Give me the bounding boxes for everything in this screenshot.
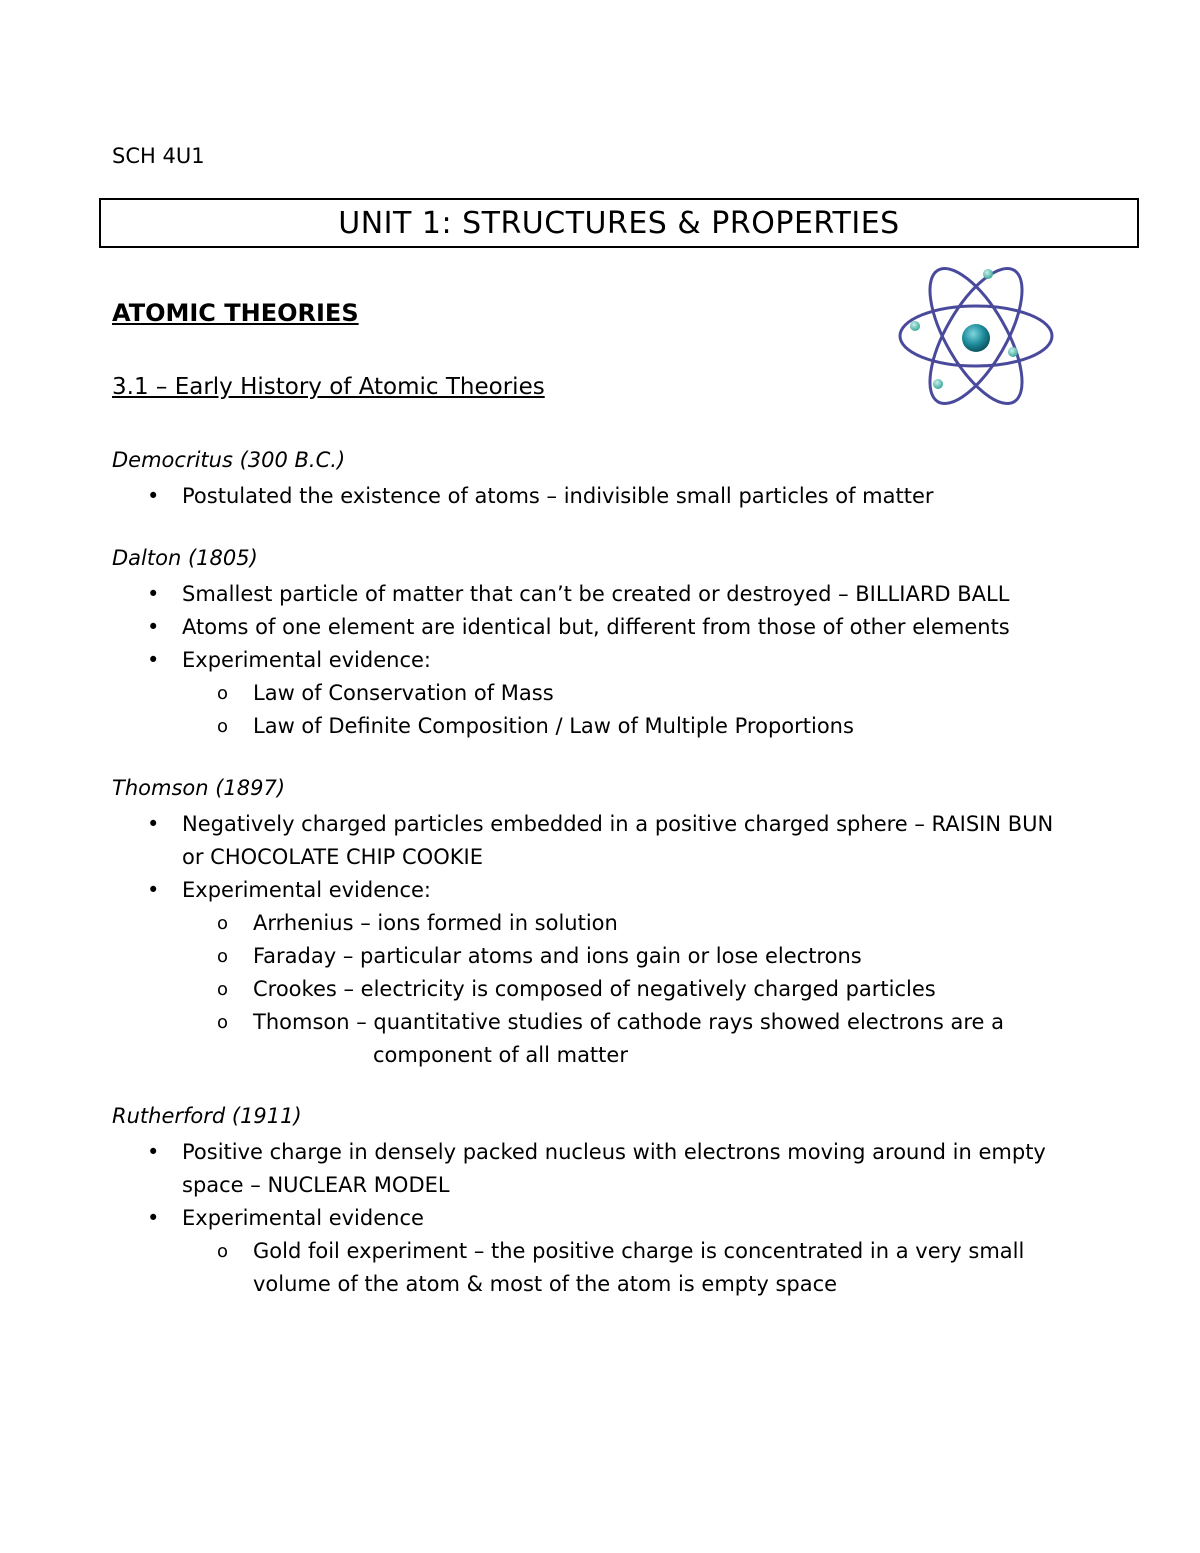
- sub-list-item-continuation: component of all matter: [373, 1043, 628, 1067]
- subsection-title: 3.1 – Early History of Atomic Theories: [112, 374, 545, 400]
- list-item: • Atoms of one element are identical but, different from those of other elements: [182, 611, 1122, 644]
- atom-icon: [893, 256, 1059, 416]
- list-item: • Negatively charged particles embedded in a positive charged sphere – RAISIN BUN: [182, 808, 1122, 841]
- list-item: • Experimental evidence:: [182, 644, 1122, 677]
- unit-title: UNIT 1: STRUCTURES & PROPERTIES: [338, 205, 900, 241]
- list-item: • Experimental evidence: [182, 1202, 1122, 1235]
- sub-list-item: o Law of Conservation of Mass: [253, 677, 1113, 710]
- sub-list-item: o Gold foil experiment – the positive charge is concentrated in a very small: [253, 1235, 1113, 1268]
- list-item: • Experimental evidence:: [182, 874, 1122, 907]
- scientist-dalton: Dalton (1805): [112, 546, 258, 570]
- sub-list-item: o Thomson – quantitative studies of cathode rays showed electrons are a: [253, 1006, 1113, 1039]
- sub-list-item: o Law of Definite Composition / Law of Multiple Proportions: [253, 710, 1113, 743]
- list-item: • Smallest particle of matter that can’t be created or destroyed – BILLIARD BALL: [182, 578, 1122, 611]
- list-item: • Positive charge in densely packed nucleus with electrons moving around in empty: [182, 1136, 1122, 1169]
- section-title: ATOMIC THEORIES: [112, 299, 359, 327]
- scientist-thomson: Thomson (1897): [112, 776, 286, 800]
- list-item: • Postulated the existence of atoms – indivisible small particles of matter: [182, 480, 1122, 513]
- course-code: SCH 4U1: [112, 144, 205, 168]
- sub-list-item-continuation: volume of the atom & most of the atom is empty space: [253, 1272, 838, 1296]
- list-item-continuation: space – NUCLEAR MODEL: [182, 1173, 450, 1197]
- scientist-democritus: Democritus (300 B.C.): [112, 448, 346, 472]
- scientist-rutherford: Rutherford (1911): [112, 1104, 302, 1128]
- list-item-continuation: or CHOCOLATE CHIP COOKIE: [182, 845, 483, 869]
- sub-list-item: o Arrhenius – ions formed in solution: [253, 907, 1113, 940]
- sub-list-item: o Crookes – electricity is composed of negatively charged particles: [253, 973, 1113, 1006]
- sub-list-item: o Faraday – particular atoms and ions gain or lose electrons: [253, 940, 1113, 973]
- unit-title-box: [99, 198, 1139, 248]
